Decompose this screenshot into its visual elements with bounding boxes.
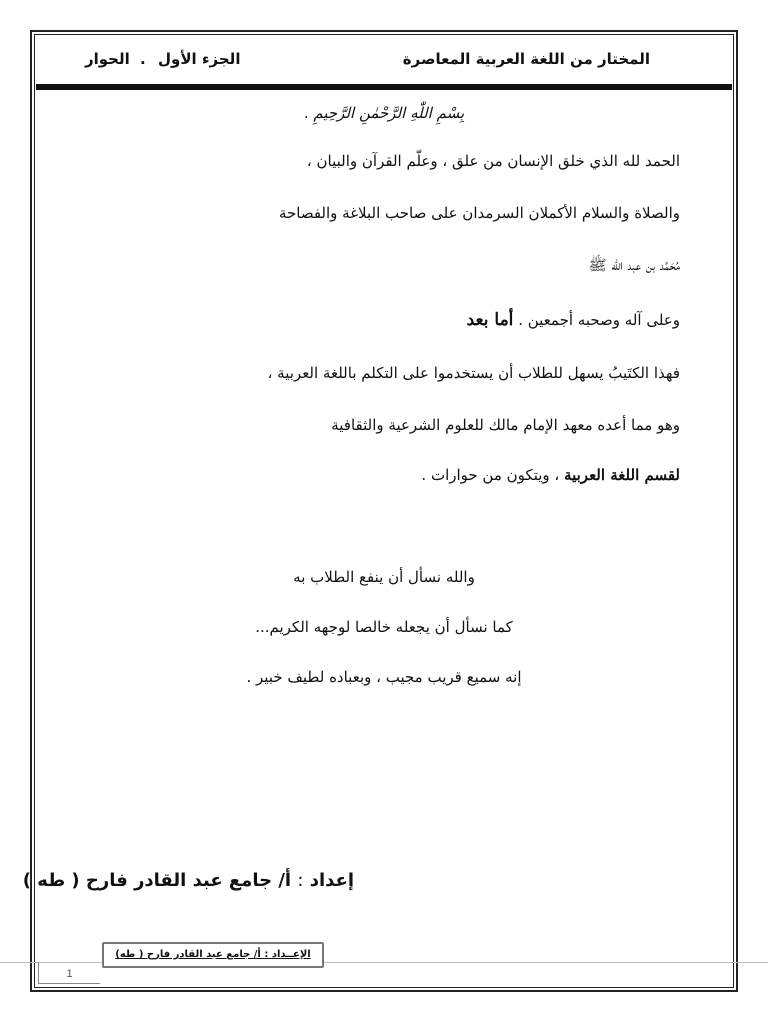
closing-line-2: كما نسأل أن يجعله خالصا لوجهه الكريم... xyxy=(255,618,513,636)
author-credit xyxy=(23,870,354,891)
paragraph-3: مُحَمَّد بن عبد الله ﷺ xyxy=(588,256,680,274)
arabic-department: لقسم اللغة العربية xyxy=(564,466,680,484)
paragraph-2: والصلاة والسلام الأكملان السرمدان على صاحب البلاغة والفصاحة xyxy=(278,204,680,222)
book-title: المختار من اللغة العربية المعاصرة xyxy=(402,50,650,68)
page-border-inner xyxy=(34,34,734,988)
amma-baad: أما بعد xyxy=(466,310,514,330)
paragraph-4 xyxy=(467,310,680,330)
topic-label: الحوار xyxy=(85,50,130,68)
author-colon: : xyxy=(297,870,304,891)
paragraph-4-text: وعلى آله وصحبه أجمعين . xyxy=(518,311,680,329)
closing-line-1: والله نسأل أن ينفع الطلاب به xyxy=(293,568,475,586)
part-label: الجزء الأول xyxy=(158,50,241,68)
closing-line-3: إنه سميع قريب مجيب ، وبعباده لطيف خبير . xyxy=(246,668,522,686)
paragraph-7-text: ، ويتكون من حوارات . xyxy=(421,466,560,484)
author-name: أ/ جامع عبد القادر فارح ( طه ) xyxy=(22,870,292,891)
header-separator: . xyxy=(140,50,146,68)
basmala: بِسْمِ اللّٰهِ الرَّحْمٰنِ الرَّحِيمِ . xyxy=(303,104,465,122)
paragraph-1: الحمد لله الذي خلق الإنسان من علق ، وعلّم القرآن والبيان ، xyxy=(306,152,680,170)
page-header xyxy=(40,46,730,78)
page-number: 1 xyxy=(38,962,100,984)
paragraph-6: وهو مما أعده معهد الإمام مالك للعلوم الشرعية والثقافية xyxy=(331,416,680,434)
author-label: إعداد xyxy=(309,870,354,891)
paragraph-5: فهذا الكتَيبُ يسهل للطلاب أن يستخدموا على التكلم باللغة العربية ، xyxy=(267,364,680,382)
paragraph-7 xyxy=(421,466,680,484)
header-rule xyxy=(36,84,732,90)
footer-credit: الإعــداد : أ/ جامع عبد القادر فارح ( طه) xyxy=(102,942,324,968)
